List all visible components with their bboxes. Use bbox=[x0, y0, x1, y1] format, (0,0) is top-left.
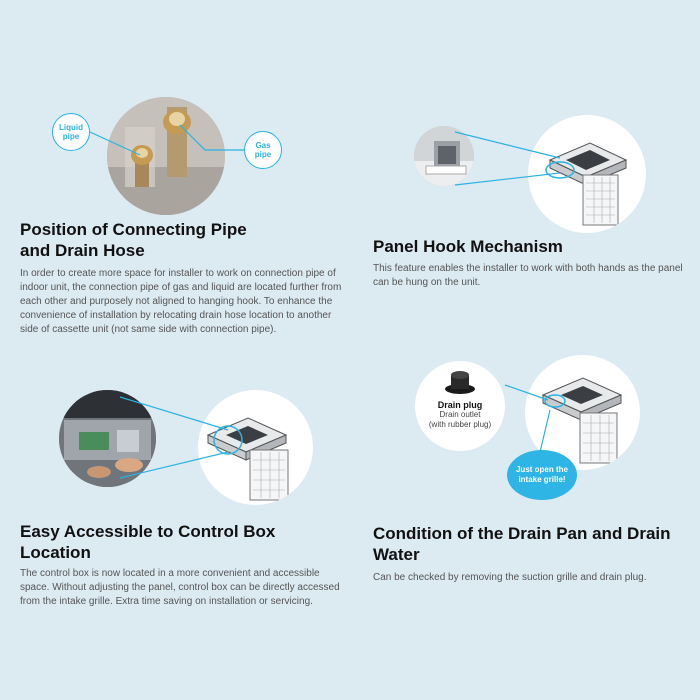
drain-title-line2: Water bbox=[373, 545, 420, 564]
liquid-pipe-callout bbox=[52, 113, 90, 151]
hook-photo-circle bbox=[414, 126, 474, 186]
pipe-photo-illustration bbox=[107, 97, 225, 215]
hook-section-title: Panel Hook Mechanism bbox=[373, 237, 563, 256]
drain-plug-line1: Drain outlet bbox=[439, 410, 481, 419]
pipe-title-line1: Position of Connecting Pipe bbox=[20, 220, 247, 239]
pipe-photo-circle bbox=[107, 97, 225, 215]
liquid-pipe-label: Liquid pipe bbox=[59, 123, 83, 141]
gas-pipe-label: Gas pipe bbox=[254, 141, 272, 159]
drain-plug-icon bbox=[443, 369, 477, 395]
cassette-unit-open-icon bbox=[198, 390, 313, 505]
hook-unit-circle bbox=[528, 115, 646, 233]
control-title-line1: Easy Accessible to Control Box bbox=[20, 522, 276, 541]
hook-section-body: This feature enables the installer to work with both hands as the panel can be hung on the unit. bbox=[373, 263, 683, 288]
control-photo-illustration bbox=[59, 390, 156, 487]
pipe-section-title bbox=[20, 219, 350, 261]
drain-plug-circle bbox=[415, 361, 505, 451]
open-grille-text: Just open the intake grille! bbox=[515, 465, 568, 484]
control-title-line2: Location bbox=[20, 543, 91, 562]
control-section-title bbox=[20, 521, 350, 563]
control-section-body: The control box is now located in a more convenient and accessible space. Without adjusting the panel, control box can be directly accessed from the intake grille. Extra time saving on installation or servicing. bbox=[20, 568, 340, 607]
cassette-unit-icon bbox=[528, 115, 646, 233]
control-photo-circle bbox=[59, 390, 156, 487]
gas-pipe-callout bbox=[244, 131, 282, 169]
drain-plug-line2: (with rubber plug) bbox=[428, 420, 492, 429]
drain-plug-title: Drain plug bbox=[437, 400, 483, 410]
drain-section-title bbox=[373, 523, 693, 565]
control-unit-circle bbox=[198, 390, 313, 505]
open-grille-bubble bbox=[507, 450, 577, 500]
drain-title-line1: Condition of the Drain Pan and Drain bbox=[373, 524, 671, 543]
drain-section-body: Can be checked by removing the suction grille and drain plug. bbox=[373, 572, 647, 583]
pipe-title-line2: and Drain Hose bbox=[20, 241, 145, 260]
pipe-section-body: In order to create more space for installer to work on connection pipe of indoor unit, the connection pipe of gas and liquid are located further from each other and purposely not aligned to hanging hook. To enhance the convenience of installation by relocating drain hose location to another side of cassette unit (not same side with connection pipe). bbox=[20, 268, 342, 335]
hook-photo-illustration bbox=[414, 126, 474, 186]
